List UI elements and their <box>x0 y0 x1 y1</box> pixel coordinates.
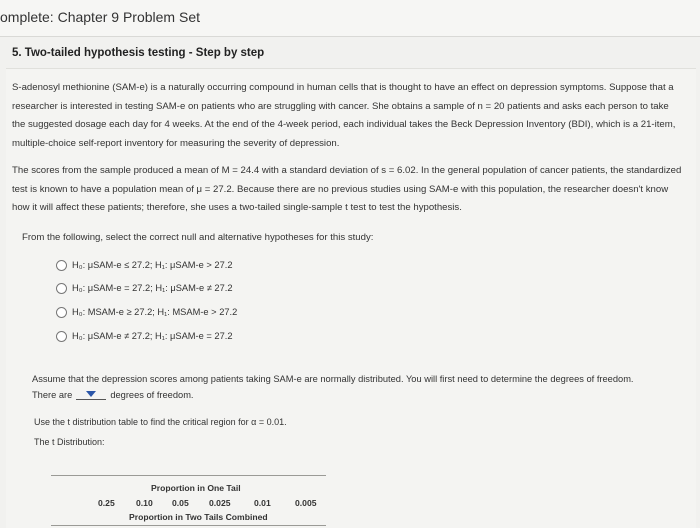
table-cell: 0.05 <box>172 498 189 508</box>
option-label: H₀: MSAM-e ≥ 27.2; H₁: MSAM-e > 27.2 <box>72 307 238 317</box>
problem-paragraph-1: S-adenosyl methionine (SAM-e) is a naturally occurring compound in human cells that is thought to have an effect on depression symptoms. Suppose that a researcher is interested in testing SAM-e on patients who are struggling with cancer. She obtains a sample of n = 20 patients and asks each person to take the suggested dosage each day for 4 weeks. At the end of the 4-week period, each individual takes the Beck Depression Inventory (BDI), which is a 21-item, multiple-choice self-report inventory for measuring the severity of depression. <box>12 82 676 149</box>
title-bar <box>0 0 700 37</box>
dof-suffix: degrees of freedom. <box>110 389 194 400</box>
problem-paragraph-2: The scores from the sample produced a mean of M = 24.4 with a standard deviation of s = 6.02. In the general population of cancer patients, the standardized test is known to have a population mean of μ = 27.2. Because there are no previous studies using SAM-e with this population, the researcher doesn't know how it will affect these patients; therefore, she uses a two-tailed single-sample t test to test the hypothesis. <box>12 165 682 213</box>
table-top-rule <box>51 475 326 476</box>
problem-heading: 5. Two-tailed hypothesis testing - Step by step <box>12 47 265 59</box>
degrees-of-freedom-row <box>32 389 194 400</box>
option-label: H₀: μSAM-e ≤ 27.2; H₁: μSAM-e > 27.2 <box>72 260 233 270</box>
t-distribution-label: The t Distribution: <box>34 437 105 447</box>
hypothesis-question: From the following, select the correct null and alternative hypotheses for this study: <box>22 232 374 243</box>
option-label: H₀: μSAM-e = 27.2; H₁: μSAM-e ≠ 27.2 <box>72 283 233 293</box>
hypothesis-option-1[interactable] <box>56 257 233 273</box>
two-tails-footer: Proportion in Two Tails Combined <box>129 512 268 522</box>
hypothesis-option-3[interactable] <box>56 304 237 320</box>
dof-prefix: There are <box>32 389 73 400</box>
critical-region-instruction: Use the t distribution table to find the critical region for α = 0.01. <box>34 417 287 427</box>
table-cell: 0.10 <box>136 498 153 508</box>
table-cell: 0.25 <box>98 498 115 508</box>
radio-button-icon[interactable] <box>56 307 67 318</box>
degrees-of-freedom-dropdown[interactable] <box>76 389 106 400</box>
option-label: H₀: μSAM-e ≠ 27.2; H₁: μSAM-e = 27.2 <box>72 331 233 341</box>
table-cell: 0.01 <box>254 498 271 508</box>
radio-button-icon[interactable] <box>56 283 67 294</box>
table-cell: 0.005 <box>295 498 317 508</box>
one-tail-header: Proportion in One Tail <box>151 483 241 493</box>
page-title: omplete: Chapter 9 Problem Set <box>0 9 200 25</box>
hypothesis-option-2[interactable] <box>56 280 233 296</box>
table-cell: 0.025 <box>209 498 231 508</box>
assumption-text: Assume that the depression scores among patients taking SAM-e are normally distributed. You will first need to determine the degrees of freedom. <box>32 374 634 384</box>
chevron-down-icon <box>86 391 96 397</box>
radio-button-icon[interactable] <box>56 331 67 342</box>
table-bottom-rule <box>51 525 326 526</box>
t-distribution-table <box>51 471 326 528</box>
radio-button-icon[interactable] <box>56 260 67 271</box>
problem-panel <box>6 68 696 528</box>
hypothesis-option-4[interactable] <box>56 328 233 344</box>
